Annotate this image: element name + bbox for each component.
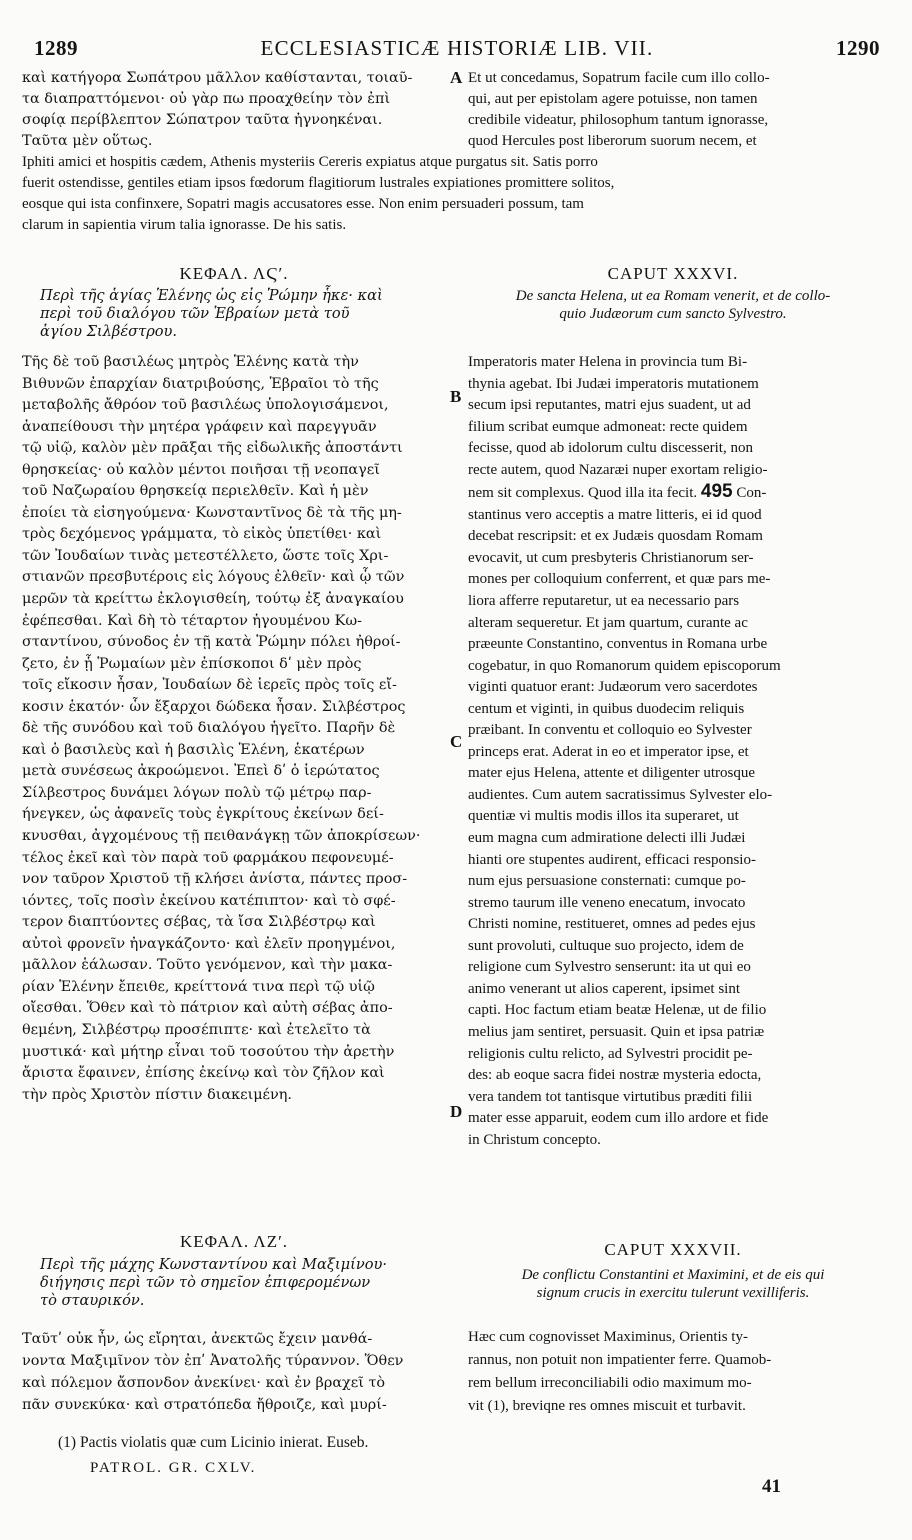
text-line: κνυσθαι, ἀγχομένους τῇ πειθανάγκῃ τῶν ἀποκρίσεων· — [22, 828, 421, 845]
ch36-latin-heading: CAPUT XXXVI. — [607, 264, 739, 283]
text-line: alteram sequeretur. Et jam quartum, curante ac — [468, 614, 748, 631]
text-line: rannus, non potuit non impatienter ferre. Quamob- — [468, 1352, 772, 1368]
text-line: num ejus persuasione consternati: cumque po- — [468, 873, 746, 890]
text-line: τὴν πρὸς Χριστὸν πίστιν διακειμένη. — [22, 1086, 292, 1103]
text-line: τῷ υἱῷ, καλὸν μὲν πρᾶξαι τῆς εἰδωλικῆς ἀποστάντι — [22, 440, 403, 457]
text-line: ἐποίει τὰ εἰσηγούμενα· Κωνσταντῖνος δὲ τὰ τῆς μη- — [22, 504, 402, 521]
text-line: præibant. In conventu et colloquio eo Sylvester — [468, 722, 752, 739]
text-line: sunt provoluti, cultuque suo projecto, idem de — [468, 937, 744, 954]
running-head — [34, 36, 880, 64]
text-line: μεταβολῆς ἄθρόον τοῦ βασιλέως ὑπολογισάμενοι, — [22, 397, 389, 414]
ch37-greek-heading: ΚΕΦΑΛ. ΛΖʹ. — [179, 1232, 289, 1251]
ch36-greek-title — [40, 287, 446, 341]
text-line: ἄριστα ἔφαινεν, ἐπίσης ἐκείνῳ καὶ τὸν ζῆλον καὶ — [22, 1065, 385, 1082]
text-line: fuerit ostendisse, gentiles etiam ipsos fœdorum flagitiorum lustrales expiationes promittere solitos, — [22, 175, 615, 191]
title-line: ἁγίου Σιλβέστρου. — [40, 323, 178, 340]
text-line: ἀναπείθουσι τὴν μητέρα γράφειν καὶ παρεγγυᾶν — [22, 418, 377, 435]
ch37-latin-title — [468, 1266, 878, 1302]
left-page-number: 1289 — [34, 36, 78, 60]
ch37-greek-text — [22, 1328, 446, 1416]
text-line: καὶ κατήγορα Σωπάτρου μᾶλλον καθίστανται, τοιαῦ- — [22, 70, 413, 86]
text-line: μᾶλλον ἑάλωσαν. Τοῦτο γενόμενον, καὶ τὴν μακα- — [22, 957, 393, 974]
text-line: cogebatur, in quo Romanorum quidem episcoporum — [468, 657, 781, 674]
text-line: οἴεσθαι. Ὅθεν καὶ τὸ πάτριον καὶ αὐτὴ σέβας ἀπο- — [22, 1000, 393, 1017]
text-line: recte autem, quod Nazaræi nuper exortam religio- — [468, 461, 768, 478]
text-line: viginti quatuor erant: Judæorum vero sacerdotes — [468, 679, 758, 696]
text-line: fecisse, quod ab idolorum cultu discesserit, non — [468, 440, 753, 457]
text-line: ἐφέπεσθαι. Καὶ δὴ τὸ τέταρτον ἡγουμένου Κω- — [22, 612, 362, 629]
title-line: signum crucis in exercitu tulerunt vexilliferis. — [536, 1285, 810, 1301]
text-line: μετὰ συνέσεως ἀκροώμενοι. Ἐπεὶ δʹ ὁ ἱερώτατος — [22, 763, 380, 780]
text-line: Et ut concedamus, Sopatrum facile cum illo collo- — [468, 70, 770, 86]
title-line: περὶ τοῦ διαλόγου τῶν Ἑβραίων μετὰ τοῦ — [40, 305, 350, 322]
text-line: stremo taurum ille veneno enecatum, invocato — [468, 894, 746, 911]
text-line: νον ταῦρον Χριστοῦ τῇ κλήσει ἀνίστα, πάντες προσ- — [22, 871, 408, 888]
text-line: princeps erat. Aderat in eo et imperator ipse, et — [468, 743, 749, 760]
column-number: 495 — [700, 481, 733, 503]
text-line: audientes. Cum autem sacratissimus Sylvester elo- — [468, 786, 773, 803]
text-line: ζετο, ἐν ᾗ Ῥωμαίων μὲν ἐπίσκοποι δʹ μὲν πρὸς — [22, 655, 362, 672]
text-line: hianti ore stupentes audirent, efficaci responsio- — [468, 851, 756, 868]
text-line: rem bellum irreconciliabili odio maximum mo- — [468, 1375, 752, 1391]
ch37-latin-text — [468, 1326, 878, 1418]
text-span: nem sit complexus. Quod illa ita fecit. — [468, 485, 698, 502]
text-line: αὐτοὶ φρονεῖν ἠναγκάζοντο· καὶ ἐλεῖν προηγμένοι, — [22, 935, 396, 952]
right-page-number: 1290 — [836, 36, 880, 60]
text-line: eosque qui ista confinxere, Sopatri magis accusatores esse. Non enim persuaderi possum, tam — [22, 196, 584, 212]
signature-mark: PATROL. GR. CXLV. — [90, 1460, 257, 1476]
text-line: religionis cultu relicto, ad Sylvestri procidit pe- — [468, 1045, 753, 1062]
top-latin-block — [468, 68, 878, 152]
text-line: mater esse apparuit, eodem cum illo ardore et fide — [468, 1110, 769, 1127]
text-line: σοφίᾳ περίβλεπτον Σώπατρον ταῦτα ἠγνοηκέναι. — [22, 112, 383, 128]
text-line: τέλος ἐκεῖ καὶ τὸν παρὰ τοῦ φαρμάκου πεφονευμέ- — [22, 849, 394, 866]
top-greek-block — [22, 68, 446, 152]
text-line: des: ab eoque sacra fidei nostræ mysteria edocta, — [468, 1067, 762, 1084]
text-line: Christi nomine, restitueret, omnes ad pedes ejus — [468, 916, 756, 933]
text-span: Con- — [736, 485, 767, 502]
text-line: quod Hercules post liberorum suorum necem, et — [468, 133, 757, 149]
text-line: τα διαπραττόμενοι· οὐ γὰρ πω προαχθείην τὸν ἐπὶ — [22, 91, 391, 107]
text-line: τοῖς εἴκοσιν ἦσαν, Ἰουδαίων δὲ ἱερεῖς πρὸς τοῖς εἴ- — [22, 677, 397, 694]
ch37-latin-heading: CAPUT XXXVII. — [604, 1240, 742, 1259]
text-line: δὲ τῆς συνόδου καὶ τοῦ διαλόγου ἡγεῖτο. Παρῆν δὲ — [22, 720, 396, 737]
text-line: κοσιν ἑκατόν· ὧν ἔξαρχοι δώδεκα ἦσαν. Σιλβέστρος — [22, 698, 406, 715]
text-line: τερον διαπτύοντες σέβας, τὰ ἴσα Σιλβέστρῳ καὶ — [22, 914, 376, 931]
text-line — [468, 481, 878, 505]
text-line: thynia agebat. Ibi Judæi imperatoris mutationem — [468, 375, 759, 392]
ch36-greek-text — [22, 352, 446, 1106]
text-line: στιανῶν πρεσβυτέροις εἰς λόγους ἐλθεῖν· καὶ ᾧ τῶν — [22, 569, 405, 586]
text-line: qui, aut per epistolam agere potuisse, non tamen — [468, 91, 758, 107]
text-line: in Christum concepto. — [468, 1131, 601, 1148]
text-line: vera tandem tot tantisque virtutibus præditi filii — [468, 1088, 753, 1105]
text-line: Τῆς δὲ τοῦ βασιλέως μητρὸς Ἑλένης κατὰ τὴν — [22, 354, 359, 370]
text-line: τρὸς δεχόμενος γράμματα, τὸ εἰκὸς ὑπετίθει· καὶ — [22, 526, 382, 543]
text-line: θεμένη, Σιλβέστρῳ προσέπιπτε· καὶ ἐτελεῖτο τὰ — [22, 1021, 371, 1038]
title-line: De conflictu Constantini et Maximini, et de eis qui — [521, 1267, 825, 1283]
text-line: μυστικά· καὶ μήτηρ εἶναι τοῦ τοσούτου τὴν ἀρετὴν — [22, 1043, 395, 1060]
ch36-greek-heading: ΚΕΦΑΛ. ΛϚʹ. — [179, 264, 289, 283]
title-line: De sancta Helena, ut ea Romam venerit, et de collo- — [515, 288, 831, 304]
text-line: clarum in sapientia virum talia ignorasse. De his satis. — [22, 217, 347, 233]
text-line: capti. Hoc factum etiam beatæ Helenæ, ut de filio — [468, 1002, 767, 1019]
text-line: animo venerant ut alios caperent, ipsimet sint — [468, 980, 741, 997]
text-line: νοντα Μαξιμῖνον τὸν ἐπʹ Ἀνατολῆς τύραννον. Ὅθεν — [22, 1353, 404, 1369]
text-line: melius jam sentiret, persuasit. Quin et ipsa patriæ — [468, 1023, 765, 1040]
text-line: evocavit, ut cum presbyteris Christianorum ser- — [468, 549, 754, 566]
title-line: Περὶ τῆς μάχης Κωνσταντίνου καὶ Μαξιμίνου· — [40, 1256, 387, 1273]
text-line: religione cum Sylvestro senserunt: ita ut qui eo — [468, 959, 751, 976]
title-line: quio Judæorum cum sancto Sylvestro. — [559, 306, 787, 322]
margin-letter-b: B — [450, 387, 462, 406]
text-line: decebat rescripsit: et ex Judæis quosdam Romam — [468, 528, 763, 545]
text-line: Ταῦτʹ οὐκ ἦν, ὡς εἴρηται, ἀνεκτῶς ἔχειν μανθά- — [22, 1331, 373, 1347]
text-line: secum ipsi reputantes, matri ejus suadent, ut ad — [468, 397, 751, 414]
text-line: μερῶν τὰ κρείττω ἐκλογισθείη, τούτῳ ἐξ ἀναγκαίου — [22, 591, 404, 608]
text-line: vit (1), breviqne res omnes miscuit et turbavit. — [468, 1398, 746, 1414]
text-line: stantinus vero acceptis a matre litteris, ei id quod — [468, 506, 762, 523]
footnote: (1) Pactis violatis quæ cum Licinio inierat. Euseb. — [58, 1434, 369, 1451]
ch37-greek-title — [40, 1256, 446, 1310]
text-line: τοῦ Ναζωραίου θρησκείᾳ περιελθεῖν. Καὶ ἡ μὲν — [22, 483, 369, 500]
margin-letter-a: A — [450, 68, 463, 87]
text-line: filium scribat eumque admoneat: recte quidem — [468, 418, 748, 435]
text-line: centum et viginti, in quibus duodecim reliquis — [468, 700, 745, 717]
title-line: Περὶ τῆς ἁγίας Ἑλένης ὡς εἰς Ῥώμην ἧκε· καὶ — [40, 287, 383, 304]
text-line: τῶν Ἰουδαίων τινὰς μετεστέλλετο, ὥστε τοῖς Χρι- — [22, 547, 389, 564]
text-line: ιόντες, τοῖς ποσὶν ἐκείνου κατέπιπτον· καὶ τὸ σφέ- — [22, 892, 396, 909]
text-line: ήνεγκεν, ὡς ἀφανεῖς τοὺς ἐγκρίτους ἐκείνων δεί- — [22, 806, 384, 823]
top-full-width-block — [22, 152, 878, 236]
text-line: καὶ πόλεμον ἄσπονδον ἀνεκίνει· καὶ ἐν βραχεῖ τὸ — [22, 1375, 386, 1391]
text-line: καὶ ὁ βασιλεὺς καὶ ἡ βασιλὶς Ἑλένη, ἑκατέρων — [22, 741, 365, 758]
title-line: τὸ σταυρικόν. — [40, 1292, 145, 1309]
text-line: liora afferre reputaretur, ut ea necessario pars — [468, 593, 740, 610]
text-line: Iphiti amici et hospitis cædem, Athenis mysteriis Cereris expiatus atque purgatus sit. Satis porro — [22, 154, 598, 170]
text-line: σταντίνου, σύνοδος ἐν τῇ κατὰ Ῥώμην πόλει ἠθροί- — [22, 634, 401, 651]
text-line: Imperatoris mater Helena in provincia tum Bi- — [468, 354, 748, 370]
text-line: præeunte Constantino, conventus in Romana urbe — [468, 636, 768, 653]
text-line: Ταῦτα μὲν οὕτως. — [22, 133, 153, 149]
margin-letter-c: C — [450, 732, 463, 751]
running-title: ECCLESIASTICÆ HISTORIÆ LIB. VII. — [260, 36, 654, 60]
text-line: Βιθυνῶν ἐπαρχίαν διατριβούσης, Ἑβραῖοι τὸ τῆς — [22, 375, 379, 392]
text-line: mones per colloquium conferrent, et quæ pars me- — [468, 571, 771, 588]
text-line: credibile videatur, philosophum tantum ignorasse, — [468, 112, 769, 128]
text-line: mater ejus Helena, attente et diligenter utrosque — [468, 765, 755, 782]
text-line: πᾶν συνεκύκα· καὶ στρατόπεδα ἤθροιζε, καὶ μυρί- — [22, 1397, 387, 1413]
text-line: Hæc cum cognovisset Maximinus, Orientis ty- — [468, 1329, 748, 1345]
text-line: θρησκείας· οὐ καλὸν μέντοι ποιῆσαι τῇ νεοπαγεῖ — [22, 461, 380, 478]
text-line: Σίλβεστρος δυνάμει λόγων πολὺ τῷ μέτρῳ παρ- — [22, 784, 372, 801]
ch36-latin-text — [468, 352, 878, 1151]
text-line: ρίαν Ἑλένην ἔπειθε, κρείττονά τινα περὶ τῷ υἱῷ — [22, 978, 375, 995]
text-line: quentiæ vi multis modis illos ita superaret, ut — [468, 808, 739, 825]
title-line: διήγησις περὶ τῶν τὸ σημεῖον ἐπιφερομένων — [40, 1274, 371, 1291]
text-line: eum magna cum admiratione delecti illi Judæi — [468, 830, 746, 847]
ch36-latin-title — [468, 287, 878, 323]
sheet-number: 41 — [762, 1476, 781, 1497]
margin-letter-d: D — [450, 1102, 463, 1121]
